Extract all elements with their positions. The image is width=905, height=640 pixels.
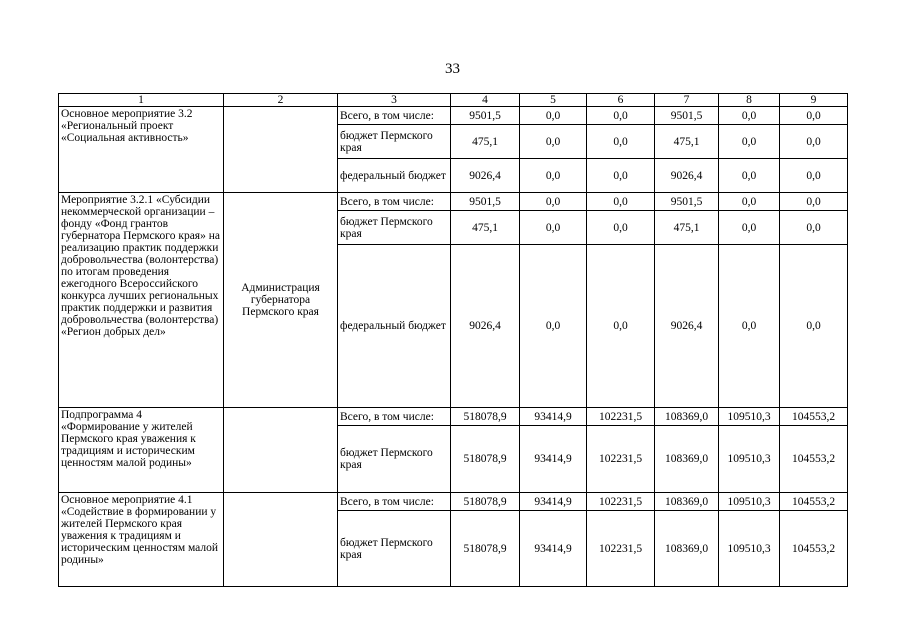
activity-name: Мероприятие 3.2.1 «Субсидии некоммерческой организации – фонду «Фонд грантов губернатора Пермского края» на реализацию практик поддержки добровольчества (волонтерства) по итогам проведения ежегодного Всероссийского конкурса лучших региональных практик поддержки и развития добровольчества (волонтерства) «Регион добрых дел» <box>59 193 224 408</box>
value-cell: 0,0 <box>719 107 780 125</box>
column-number: 1 <box>59 94 224 107</box>
value-cell: 109510,3 <box>719 511 780 587</box>
value-cell: 0,0 <box>719 159 780 193</box>
column-number: 6 <box>587 94 655 107</box>
value-cell: 518078,9 <box>451 511 520 587</box>
funding-source: федеральный бюджет <box>338 159 451 193</box>
value-cell: 9026,4 <box>655 245 719 408</box>
funding-source: Всего, в том числе: <box>338 107 451 125</box>
value-cell: 0,0 <box>587 245 655 408</box>
value-cell: 9501,5 <box>655 107 719 125</box>
funding-source: Всего, в том числе: <box>338 493 451 511</box>
activity-name: Основное мероприятие 4.1 «Содействие в формировании у жителей Пермского края уважения к традициям и историческим ценностям малой родины» <box>59 493 224 587</box>
value-cell: 518078,9 <box>451 408 520 426</box>
value-cell: 109510,3 <box>719 493 780 511</box>
value-cell: 0,0 <box>780 107 848 125</box>
value-cell: 93414,9 <box>520 408 587 426</box>
page-number: 33 <box>445 61 460 77</box>
value-cell: 109510,3 <box>719 408 780 426</box>
value-cell: 475,1 <box>655 211 719 245</box>
column-number: 5 <box>520 94 587 107</box>
value-cell: 475,1 <box>451 125 520 159</box>
value-cell: 475,1 <box>451 211 520 245</box>
value-cell: 0,0 <box>587 211 655 245</box>
value-cell: 0,0 <box>520 211 587 245</box>
value-cell: 109510,3 <box>719 426 780 493</box>
value-cell: 0,0 <box>520 193 587 211</box>
value-cell: 108369,0 <box>655 511 719 587</box>
value-cell: 102231,5 <box>587 493 655 511</box>
executor-cell <box>224 493 338 587</box>
value-cell: 9026,4 <box>451 245 520 408</box>
funding-source: бюджет Пермского края <box>338 426 451 493</box>
value-cell: 518078,9 <box>451 426 520 493</box>
funding-source: бюджет Пермского края <box>338 125 451 159</box>
value-cell: 108369,0 <box>655 408 719 426</box>
value-cell: 102231,5 <box>587 426 655 493</box>
value-cell: 108369,0 <box>655 493 719 511</box>
value-cell: 9026,4 <box>451 159 520 193</box>
column-number: 2 <box>224 94 338 107</box>
value-cell: 0,0 <box>587 107 655 125</box>
value-cell: 0,0 <box>780 159 848 193</box>
value-cell: 0,0 <box>780 211 848 245</box>
activity-name: Подпрограмма 4 «Формирование у жителей Пермского края уважения к традициям и историческим ценностям малой родины» <box>59 408 224 493</box>
value-cell: 0,0 <box>719 211 780 245</box>
value-cell: 0,0 <box>780 193 848 211</box>
value-cell: 9501,5 <box>655 193 719 211</box>
value-cell: 9501,5 <box>451 107 520 125</box>
column-number: 7 <box>655 94 719 107</box>
value-cell: 0,0 <box>520 107 587 125</box>
value-cell: 9501,5 <box>451 193 520 211</box>
funding-source: федеральный бюджет <box>338 245 451 408</box>
value-cell: 0,0 <box>719 125 780 159</box>
funding-source: Всего, в том числе: <box>338 193 451 211</box>
column-number: 3 <box>338 94 451 107</box>
value-cell: 93414,9 <box>520 511 587 587</box>
executor-cell <box>224 107 338 193</box>
activity-name: Основное мероприятие 3.2 «Региональный проект «Социальная активность» <box>59 107 224 193</box>
value-cell: 0,0 <box>780 125 848 159</box>
value-cell: 518078,9 <box>451 493 520 511</box>
table-row <box>59 107 848 125</box>
value-cell: 0,0 <box>587 193 655 211</box>
value-cell: 104553,2 <box>780 511 848 587</box>
table-row <box>59 493 848 511</box>
value-cell: 104553,2 <box>780 408 848 426</box>
executor-cell: Администрация губернатора Пермского края <box>224 193 338 408</box>
value-cell: 104553,2 <box>780 493 848 511</box>
value-cell: 475,1 <box>655 125 719 159</box>
value-cell: 102231,5 <box>587 511 655 587</box>
column-number: 9 <box>780 94 848 107</box>
value-cell: 108369,0 <box>655 426 719 493</box>
funding-source: бюджет Пермского края <box>338 511 451 587</box>
value-cell: 0,0 <box>719 245 780 408</box>
value-cell: 0,0 <box>520 245 587 408</box>
value-cell: 0,0 <box>780 245 848 408</box>
funding-source: Всего, в том числе: <box>338 408 451 426</box>
value-cell: 0,0 <box>520 159 587 193</box>
value-cell: 0,0 <box>719 193 780 211</box>
value-cell: 93414,9 <box>520 493 587 511</box>
table-row <box>59 408 848 426</box>
budget-table <box>58 93 848 587</box>
value-cell: 0,0 <box>587 159 655 193</box>
funding-source: бюджет Пермского края <box>338 211 451 245</box>
value-cell: 9026,4 <box>655 159 719 193</box>
column-number: 8 <box>719 94 780 107</box>
column-number-row <box>59 94 848 107</box>
table-row <box>59 193 848 211</box>
value-cell: 0,0 <box>587 125 655 159</box>
executor-cell <box>224 408 338 493</box>
column-number: 4 <box>451 94 520 107</box>
value-cell: 102231,5 <box>587 408 655 426</box>
value-cell: 93414,9 <box>520 426 587 493</box>
value-cell: 104553,2 <box>780 426 848 493</box>
value-cell: 0,0 <box>520 125 587 159</box>
